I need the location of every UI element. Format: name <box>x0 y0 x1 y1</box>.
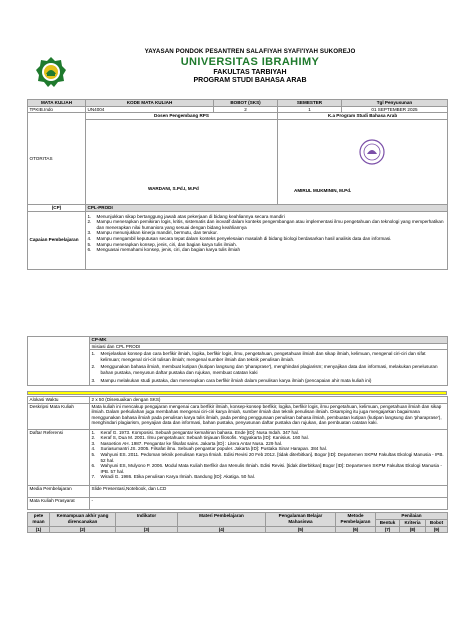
reference-item: 2. Keraf S, Dua M. 2001. Ilmu pengetahuan: Sebuah tinjauan filosofis. Yogyakarta [ID]: Kanisius. 160 hal. <box>91 435 309 441</box>
head-title: K.a Program Studi Bahasa Arab <box>278 113 448 120</box>
media-label: Media Pembelajaran <box>28 485 90 497</box>
reference-item: 4. Suriasumantri JS. 2005. Filsafat ilmu. Sebuah pengantar populer. Jakarta [ID]: Pustaka Sinar Harapan. 384 hal. <box>91 446 327 452</box>
form-header: Bentuk <box>376 520 400 527</box>
cpmk-item: 3. Mampu melakukan studi pustaka, dan menerapkan cara berfikir ilmiah dalam penulisan karya ilmiah (pencapaian ahir mata kuliah ini) <box>91 377 372 383</box>
date-value: 01 SEPTEMBER 2025 <box>342 106 448 113</box>
method-header: Metode Pembelajaran <box>336 513 376 527</box>
criteria-header: Kriteria <box>400 520 426 527</box>
course-code: UN4004 <box>86 106 214 113</box>
section-divider <box>27 391 447 395</box>
semester-header: SEMESTER <box>278 100 342 107</box>
credit-header: BOBOT (SKS) <box>214 100 278 107</box>
description-value: Mata kuliah ini mencakup pengajaran mengenai cara berfikir ilmiah, konsep-konsep berfikir, logika, berfikir logis, ilmu pengetahuan, kelimuan, pengetahuan ilmiah dan sikap ilmiah. Dalam perkuliahan juga membahas mengenai ciri-ciri karya ilmiah, sumber ilmiah dan teknik penulisan ilmiah. Disamping itu juga mengajarkan bagaimana menggunakan bahasa ilmiah pada penulisan karya tulis ilmiah, pada penting penggunaan penulisan bahasa ilmiah, pembuatan kutipan (kutipan langsung dan 'pharaprase'), menghindari plagiarism, penyajian data dan informasi, bahan pustaka, penyusunan daftar pustaka dan rujukan, dan pembuatan catatan kaki. <box>90 403 448 429</box>
cpl-item: 4. Mampu mengambil keputusan secara tepat dalam konteks penyelesaian masalah di bidang biologi berdasarkan hasil analisis data dan informasi. <box>87 235 392 241</box>
faculty-name: FAKULTAS TARBIYAH <box>213 69 287 76</box>
cpl-item: 6. Menguasai memahami konsep, jenis, ciri, dan bagian karya tulis ilmiah <box>87 247 240 253</box>
prerequisite-label: Mata Kuliah Prasyarat <box>28 497 90 509</box>
cpl-item: 5. Mampu menerapkan konsep, jenis, ciri, dan bagian karya tulis ilmiah. <box>87 241 237 247</box>
head-name: AMIRUL MUKMININ, M.Pd. <box>294 188 352 193</box>
column-number: (5) <box>266 526 336 533</box>
meeting-header: pete muan <box>28 513 50 527</box>
course-code-header: KODE MATA KULIAH <box>86 100 214 107</box>
cpmk-label-cell <box>28 337 90 386</box>
column-number: (3) <box>116 526 178 533</box>
date-header: Tgl Penyusunan <box>342 100 448 107</box>
references-label: Daftar Referensi <box>28 429 90 485</box>
cpl-item: 2. Mampu menerapkan pemikiran logis, kritis, sistematis dan inovatif dalam konteks pengembangan atau implementasi ilmu pengetahuan dan teknologi yang memperhatikan dan menerapkan nilai humaniora yang sesuai dengan bidang keahliannya <box>87 219 444 230</box>
column-number: (8) <box>400 526 426 533</box>
program-name: PROGRAM STUDI BAHASA ARAB <box>193 77 307 84</box>
reference-item: 1. Keraf G. 1973. Komposisi. Sebuah pengantar kemahiran bahasa. Ende [ID]: Nusa Indah. 347 hal. <box>91 429 299 435</box>
indicator-header: Indikator <box>116 513 178 527</box>
cpmk-header: CP-MK <box>90 337 448 344</box>
ability-header: Kemampuan akhir yang direncanakan <box>50 513 116 527</box>
column-number: (4) <box>178 526 266 533</box>
assessment-header: Penilaian <box>376 513 448 520</box>
prerequisite-value: - <box>90 497 448 509</box>
cpl-table <box>27 204 448 270</box>
media-value: Slide Presentasi,Notebook, dan LCD <box>90 485 448 497</box>
weight-header: Bobot <box>426 520 448 527</box>
institution-seal-icon <box>358 138 386 166</box>
cpmk-item: 2. Menggunakan bahasa ilmiah, membuat kutipan (kutipan langsung dan 'pharaprase'), menghindari plagiarism; menyajikan data dan informasi, melakukan penelusuran bahan pustaka, menyusun daftar pustaka dan rujukan, membuat catatan kaki <box>91 364 438 375</box>
column-number: (7) <box>376 526 400 533</box>
developer-name: WARDANI, S.Pd.I, M.Pd <box>148 186 199 191</box>
time-label: Alokasi Waktu <box>28 397 90 404</box>
cpmk-item: 1. Menjelaskan konsep dan cara berfikir ilmiah, logika, berfikir logis, ilmu, pengetahuan, pengetahuan ilmiah dan sikap ilmiah, kelimuan, mengenal ciri-ciri dan sifat kelimuan; mengenal ciri-ciri tulisan ilmiah; mengenal sumber ilmiah dan teknik penulisan ilmiah. <box>91 351 426 362</box>
column-number: (2) <box>50 526 116 533</box>
authorization-table <box>27 112 448 205</box>
reference-item: 3. Nasoetion AH. 1987. Pengantar ke filsafat sains. Jakarta [ID] : Litera Antar Nusa. 229 hal. <box>91 440 283 446</box>
cpl-item: 3. Mampu menunjukkan kinerja mandiri, bermutu, dan terukur. <box>87 230 218 236</box>
reference-item: 5. Wahyuni ES. 2011. Pedoman teknik penulisan Karya Ilmiah. Edisi Revisi 20 Feb 2012. [tidak diterbitkan]. Bogor [ID]: Departemen SKPM Fakultas Ekologi Manusia - IPB. 52 hal. <box>91 451 444 463</box>
university-logo-icon <box>35 56 67 88</box>
developer-title: Dosen Pengembang RPS <box>86 113 278 120</box>
cp-code-header: (CP) <box>28 205 86 212</box>
course-details-table <box>27 396 448 510</box>
references-list <box>90 429 448 485</box>
column-number: (1) <box>28 526 50 533</box>
material-header: Materi Pembelajaran <box>178 513 266 527</box>
experience-header: Pengalaman Belajar Mahasiswa <box>266 513 336 527</box>
course-name: TPKIB.Indo <box>28 106 86 113</box>
learning-plan-table <box>27 512 448 533</box>
cpmk-table <box>27 336 448 386</box>
head-signature-cell <box>278 120 448 205</box>
cpmk-subheader: Inisiasi dan CPL PRODI <box>90 343 448 350</box>
credit-value: 2 <box>214 106 278 113</box>
authorization-label: OTORITAS <box>28 113 86 205</box>
cpl-label: Capaian Pembelajaran <box>28 211 86 269</box>
column-number: (9) <box>426 526 448 533</box>
description-label: Deskripsi Mata Kuliah <box>28 403 90 429</box>
cpl-item: 1. Menunjukkan sikap bertanggung jawab atas pekerjaan di bidang keahliannya secara mandiri <box>87 213 285 219</box>
column-number: (6) <box>336 526 376 533</box>
course-header: MATA KULIAH <box>28 100 86 107</box>
developer-signature-cell <box>86 120 278 205</box>
cpl-prodi-header: CPL-PRODI <box>86 205 448 212</box>
university-name: UNIVERSITAS IBRAHIMY <box>180 56 320 68</box>
reference-item: 7. Wiradi G. 1986. Etika penulisan Karya Ilmiah. Bandung [ID]: Akatiga. 50 hal. <box>91 474 255 480</box>
semester-value: 1 <box>278 106 342 113</box>
cpl-list <box>86 211 448 269</box>
reference-item: 6. Wahyuni ES, Mulyono P. 2006. Modul Mata Kuliah Berfikir dan Menulis Ilmiah. Edisi Revisi. [tidak diterbitkan] Bogor [ID]: Departemen SKPM Fakultas Ekologi Manusia - IPB. 57 hal. <box>91 463 442 474</box>
cpmk-list <box>90 350 448 386</box>
foundation-name: YAYASAN PONDOK PESANTREN SALAFIYAH SYAFI'IYAH SUKOREJO <box>144 48 356 55</box>
time-value: 2 x 50 (Disesuaikan dengan SKS) <box>90 397 448 404</box>
